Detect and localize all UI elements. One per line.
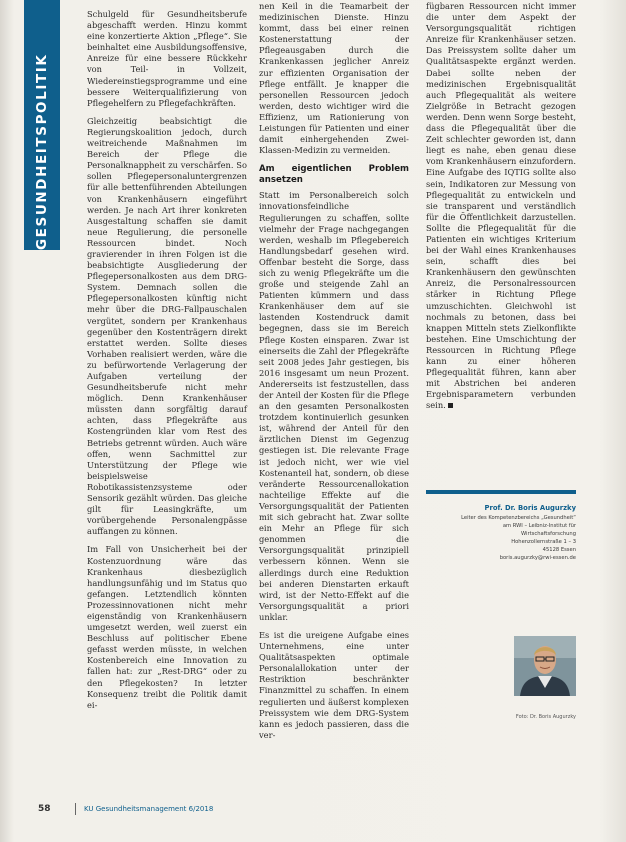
author-email: boris.augurzky@rwi-essen.de [499,555,576,561]
author-detail-line: 45128 Essen [542,547,576,553]
page-footer [38,804,598,816]
author-box [426,490,576,720]
paragraph: nen Keil in die Teamarbeit der medizinischen Dienste. Hinzu kommt, dass bei einer reinen Kostenerstattung der Pflegeausgaben durch die Krankenkassen jeglicher Anreiz zur effizienten Organisation der Pflege entfällt. Je knapper die personellen Ressourcen jedoch werden, desto wichtiger wird die Effizienz, um Rationierung von Leistungen für Patienten und einer damit einhergehenden Zwei-Klassen-Medizin zu vermeiden. [259,1,409,156]
paragraph: Im Fall von Unsicherheit bei der Kostenzuordnung wäre das Krankenhaus diesbezüglich handlungsunfähig und im Status quo gefangen. Letztendlich könnten Prozessinnovationen nicht mehr eigenständig von Krankenhäusern umgesetzt werden, weil zuerst ein Beschluss auf politischer Ebene gefasst werden müsste, in welchen Kostenbereich eine Innovation zu fallen hat: zur „Rest-DRG“ oder zu den Pflegekosten? In letzter Konsequenz treibt die Politik damit ei- [87,544,247,710]
author-detail-line: Hohenzollernstraße 1 – 3 [511,539,576,545]
author-name: Prof. Dr. Boris Augurzky [484,504,576,512]
paragraph: Schulgeld für Gesundheitsberufe abgeschafft werden. Hinzu kommt eine konzertierte Aktion „Pflege“. Sie beinhaltet eine Ausbildungsoffensive, Anreize für eine bessere Rückkehr von Teil- in Vollzeit, Wiedereinstiegsprogramme und eine bessere Weiterqualifizierung von Pflegehelfern zu Pflegefachkräften. [87,9,247,108]
publication-name: KU Gesundheitsmanagement 6/2018 [84,805,214,813]
section-heading: Am eigentlichen Problem ansetzen [259,164,409,186]
paragraph: Statt im Personalbereich solch innovationsfeindliche Regulierungen zu schaffen, sollte vielmehr der Frage nachgegangen werden, weshalb im Pflegebereich Handlungsbedarf gesehen wird. Offenbar besteht die Sorge, dass sich zu wenig Pflegekräfte um die große und steigende Zahl an Patienten kümmern und dass Krankenhäuser dem auf sie lastenden Kostendruck damit begegnen, dass sie im Bereich Pflege Kosten einsparen. Zwar ist einerseits die Zahl der Pflegekräfte seit 2008 jedes Jahr gestiegen, bis 2016 insgesamt um neun Prozent. Andererseits ist festzustellen, dass der Anteil der Kosten für die Pflege an den gesamten Personalkosten trotzdem kontinuierlich gesunken ist, während der Anteil für den ärztlichen Dienst im Gegenzug gestiegen ist. Die relevante Frage ist jedoch nicht, wer wie viel Kostenanteil hat, sondern, ob diese veränderte Ressourcenallokation nachteilige Effekte auf die Versorgungsqualität der Patienten mit sich gebracht hat. Zwar sollte ein Mehr an Pflege für sich genommen die Versorgungsqualität prinzipiell verbessern können. Wenn sie allerdings durch eine Reduktion bei anderen Dienstarten erkauft wird, ist der Netto-Effekt auf die Versorgungsqualität a priori unklar. [259,190,409,622]
page-number: 58 [38,804,51,814]
paragraph: Es ist die ureigene Aufgabe eines Unternehmens, eine unter Qualitätsaspekten optimale Personalallokation unter der Restriktion beschränkter Finanzmittel zu schaffen. In einem regulierten und äußerst komplexen Preissystem wie dem DRG-System kann es jedoch passieren, dass die ver- [259,629,409,740]
photo-caption: Foto: Dr. Boris Augurzky [515,714,576,720]
text-column-3 [426,1,576,411]
author-detail-line: Leiter des Kompetenzbereichs „Gesundheit“ [461,515,576,521]
paragraph-final [426,1,576,411]
footer-divider [75,803,76,815]
author-detail-line: Wirtschaftsforschung [521,531,576,537]
section-label: GESUNDHEITSPOLITIK [34,53,50,250]
end-of-article-mark [448,403,453,408]
paragraph: Gleichzeitig beabsichtigt die Regierungskoalition jedoch, durch weitreichende Maßnahmen im Bereich der Pflege die Personalknappheit zu verschärfen. So sollen Pflegepersonaluntergrenzen für alle bettenführenden Abteilungen von Krankenhäusern eingeführt werden. Je nach Art ihrer konkreten Ausgestaltung schaffen sie damit neue Regulierung, die personelle Ressourcen bindet. Noch gravierender in ihren Folgen ist die beabsichtigte Ausgliederung der Pflegepersonalkosten aus dem DRG-System. Demnach sollen die Pflegepersonalkosten künftig nicht mehr über die DRG-Fallpauschalen vergütet, sondern per Krankenhaus gegenüber den Kostenträgern direkt erstattet werden. Sollte dieses Vorhaben realisiert werden, wäre die zu befürwortende Verlagerung der Aufgaben verteilung der Gesundheitsberufe nicht mehr möglich. Denn Krankenhäuser müssten dann sorgfältig darauf achten, dass Pflegekräfte aus Kostengründen klar vom Rest des Betriebs getrennt würden. Auch wäre offen, wenn Sachmittel zur Unterstützung der Pflege wie beispielsweise Robotikassistenzsysteme oder Sensorik gezählt würden. Das gleiche gilt für Leasingkräfte, um vorübergehende Personalengpässe auffangen zu können. [87,115,247,537]
paragraph-text: fügbaren Ressourcen nicht immer die unter dem Aspekt der Versorgungsqualität richtigen Anreize für Krankenhäuser setzen. Das Preissystem sollte daher um Qualitätsaspekte ergänzt werden. Dabei sollte neben der medizinischen Ergebnisqualität auch Pflegequalität als weitere Zielgröße in Betracht gezogen werden. Denn wenn Sorge besteht, dass die Pflegequalität über die Zeit schlechter geworden ist, dann liegt es nahe, eben genau diese vom Krankenhäusern einzufordern. Eine Aufgabe des IQTIG sollte also sein, Indikatoren zur Messung von Pflegequalität zu entwickeln und sie transparent und verständlich für die Öffentlichkeit darzustellen. Sollte die Pflegequalität für die Patienten ein wichtiges Kriterium bei der Wahl eines Krankenhauses sein, schafft dies bei Krankenhäusern den gewünschten Anreiz, die Personalressourcen stärker in Richtung Pflege umzuschichten. Gleichwohl ist nochmals zu betonen, dass bei knappen Mitteln stets Zielkonflikte bestehen. Eine Umschichtung der Ressourcen in Richtung Pflege kann zu einer höheren Pflegequalität führen, kann aber mit Abstrichen bei anderen Ergebnisparametern verbunden sein. [426,1,576,411]
author-details [426,514,576,562]
portrait-illustration [514,636,576,696]
author-detail-line: am RWI – Leibniz-Institut für [502,523,576,529]
author-portrait [514,636,576,696]
author-divider [426,490,576,494]
text-column-1 [87,9,247,711]
text-column-2 [259,1,409,741]
